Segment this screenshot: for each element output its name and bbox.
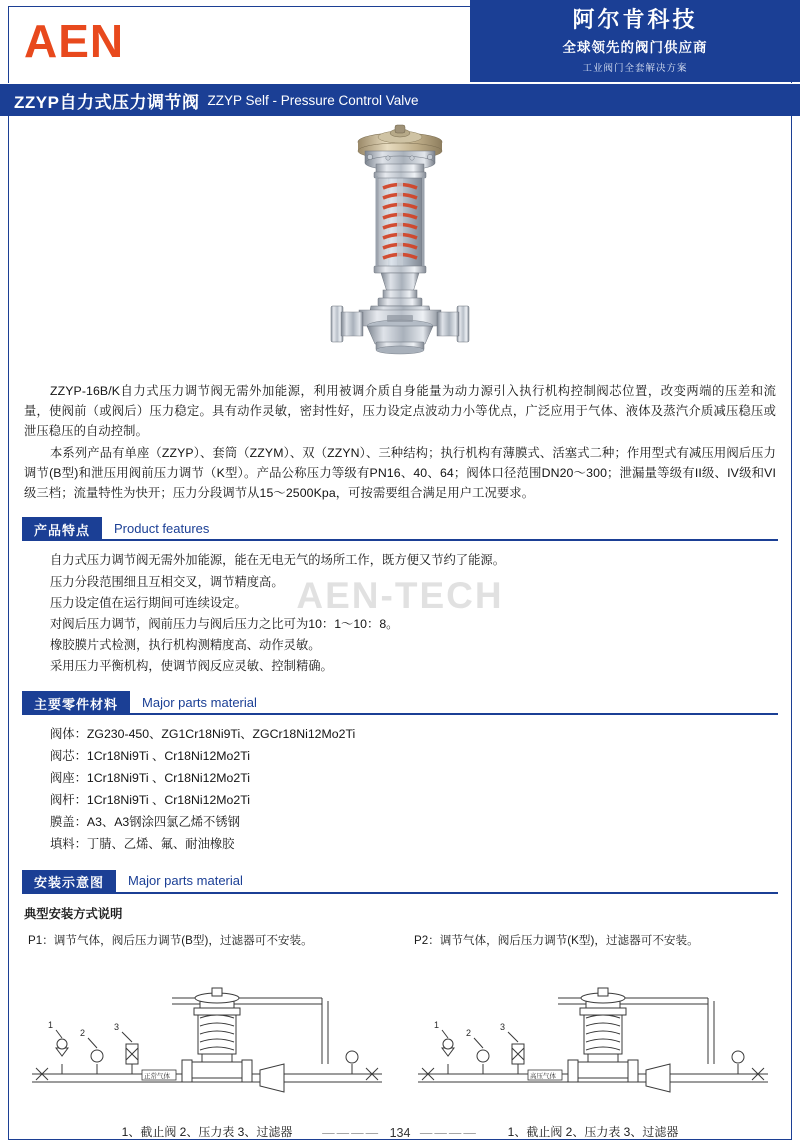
section-title-cn-features: 产品特点 — [22, 517, 102, 541]
diagram-caption: P2：调节气体，阀后压力调节(K型)，过滤器可不安装。 — [414, 933, 699, 947]
callout-2: 2 — [80, 1027, 86, 1038]
page-header — [0, 0, 800, 82]
intro-paragraph-1: ZZYP-16B/K自力式压力调节阀无需外加能源，利用被调介质自身能量为动力源引入执行机构控制阀芯位置，改变两端的压差和流量，使阀前（或阀后）压力稳定。具有动作灵敏，密封性好，压力设定点波动力小等优点，广泛应用于气体、液体及蒸汽介质减压稳压或泄压稳压的自动控制。 — [24, 384, 776, 438]
callout-2: 2 — [466, 1027, 472, 1038]
product-photo — [0, 120, 800, 380]
callout-1: 1 — [48, 1019, 54, 1030]
pipe-label: 正常气体 — [144, 1072, 170, 1080]
footer-dash-left: ———— — [322, 1126, 381, 1140]
section-header-installation — [22, 870, 778, 894]
installation-note: 典型安装方式说明 — [24, 906, 123, 921]
list-item: 填料：丁腈、乙烯、氟、耐油橡胶 — [50, 836, 235, 851]
list-item: 压力设定值在运行期间可连续设定。 — [50, 595, 247, 610]
callout-1: 1 — [434, 1019, 440, 1030]
diagram-block-p2 — [400, 932, 786, 1140]
list-item: 阀座：1Cr18Ni9Ti 、Cr18Ni12Mo2Ti — [50, 771, 250, 786]
list-item: 采用压力平衡机构，使调节阀反应灵敏、控制精确。 — [50, 659, 333, 674]
pipe-label: 高压气体 — [530, 1072, 556, 1080]
diagram-legend: 1、截止阀 2、压力表 3、过滤器 — [121, 1124, 293, 1139]
list-item: 压力分段范围细且互相交叉，调节精度高。 — [50, 574, 284, 589]
intro-paragraph-2: 本系列产品有单座（ZZYP）、套筒（ZZYM）、双（ZZYN）、三种结构；执行机构有薄膜式、活塞式二种；作用型式有减压用阀后压力调节(B型)和泄压用阀前压力调节（K型）。产品公称压力等级有PN16、40、64；阀体口径范围DN20～300；泄漏量等级有II级、IV级和VI级三档；流量特性为快开；压力分段调节从15～2500Kpa，可按需要组合满足用户工况要求。 — [24, 445, 776, 500]
section-header-features — [22, 517, 778, 541]
section-title-en-installation: Major parts material — [116, 870, 778, 894]
valve-illustration — [275, 120, 525, 370]
section-title-en-materials: Major parts material — [130, 691, 778, 715]
list-item: 膜盖：A3、A3钢涂四氯乙烯不锈钢 — [50, 814, 240, 829]
document-body — [0, 382, 800, 1140]
list-item: 对阀后压力调节，阀前压力与阀后压力之比可为10：1～10：8。 — [50, 616, 399, 631]
section-title-cn-installation: 安装示意图 — [22, 870, 116, 894]
installation-diagrams — [14, 932, 786, 1140]
section-title-en-features: Product features — [102, 517, 778, 541]
brand-tagline: 全球领先的阀门供应商 — [562, 40, 708, 56]
watermark: AEN-TECH — [296, 575, 504, 616]
product-title-bar — [0, 83, 800, 116]
list-item: 自力式压力调节阀无需外加能源，能在无电无气的场所工作，既方便又节约了能源。 — [50, 553, 505, 568]
diagram-block-p1 — [14, 932, 400, 1140]
callout-3: 3 — [500, 1021, 506, 1032]
brand-name-cn: 阿尔肯科技 — [572, 7, 698, 32]
list-item: 阀杆：1Cr18Ni9Ti 、Cr18Ni12Mo2Ti — [50, 792, 250, 807]
page-footer — [0, 1126, 800, 1140]
diagram-legend: 1、截止阀 2、压力表 3、过滤器 — [507, 1124, 679, 1139]
piping-diagram-p1 — [22, 952, 392, 1112]
logo-text: AEN — [24, 15, 125, 67]
list-item: 阀体：ZG230-450、ZG1Cr18Ni9Ti、ZGCr18Ni12Mo2Ti — [50, 727, 356, 742]
list-item: 橡胶膜片式检测，执行机构测精度高、动作灵敏。 — [50, 638, 321, 652]
section-title-cn-materials: 主要零件材料 — [22, 691, 130, 715]
brand-subtagline: 工业阀门全套解决方案 — [582, 63, 688, 75]
company-logo — [0, 0, 470, 82]
features-list — [24, 550, 776, 677]
diagram-caption: P1：调节气体，阀后压力调节(B型)，过滤器可不安装。 — [28, 933, 313, 947]
footer-dash-right: ———— — [419, 1126, 478, 1140]
piping-diagram-p2 — [408, 952, 778, 1112]
callout-3: 3 — [114, 1021, 120, 1032]
brand-banner — [470, 0, 800, 82]
product-title-en: ZZYP Self - Pressure Control Valve — [207, 92, 419, 108]
page-number: 134 — [389, 1126, 411, 1140]
product-title-cn: ZZYP自力式压力调节阀 — [14, 92, 200, 112]
list-item: 阀芯：1Cr18Ni9Ti 、Cr18Ni12Mo2Ti — [50, 749, 250, 764]
section-header-materials — [22, 691, 778, 715]
materials-list — [24, 724, 776, 855]
